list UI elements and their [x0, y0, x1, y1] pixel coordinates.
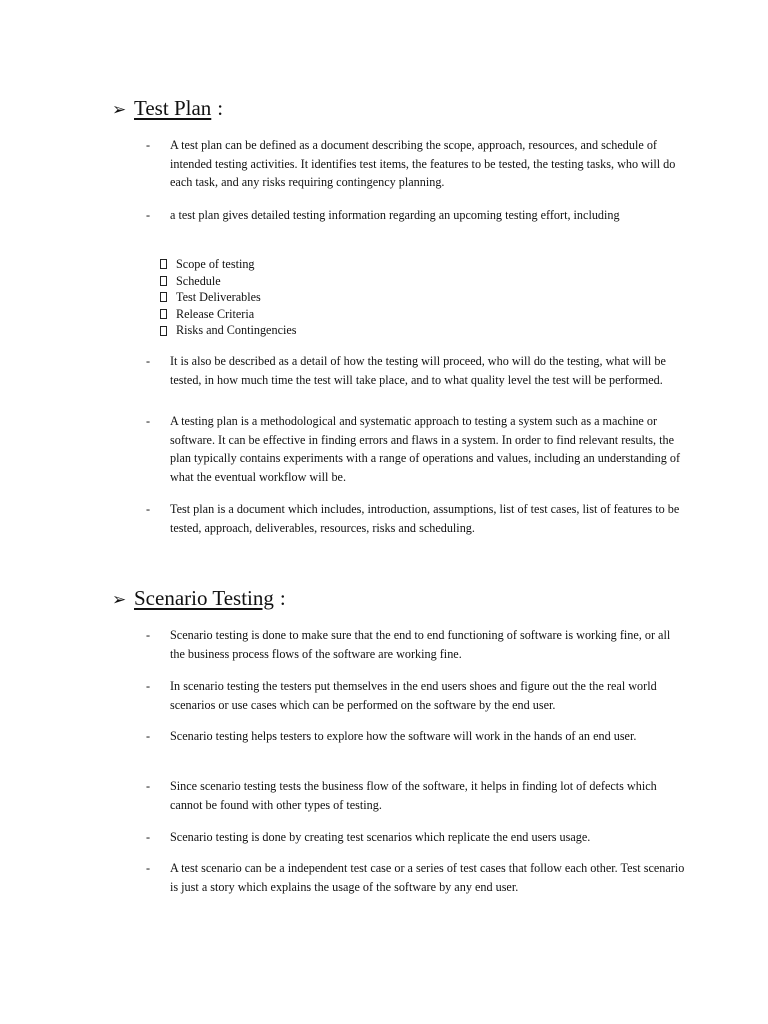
arrow-bullet-icon: ➢: [112, 590, 127, 610]
paragraph-item: [146, 859, 686, 896]
paragraph-item: [146, 352, 686, 389]
box-bullet-icon: [160, 259, 167, 269]
dash-bullet: -: [146, 628, 151, 642]
dash-bullet: -: [146, 679, 151, 693]
dash-bullet: -: [146, 502, 151, 516]
dash-bullet: -: [146, 729, 151, 743]
box-bullet-icon: [160, 326, 167, 336]
paragraph-text: In scenario testing the testers put themselves in the end users shoes and figure out the the real world scenarios or use cases which can be performed on the software by the end user.: [170, 679, 657, 712]
section-heading-test-plan: [112, 96, 223, 122]
box-bullet-icon: [160, 309, 167, 319]
section-colon: :: [217, 96, 224, 120]
paragraph-text: Scenario testing helps testers to explore how the software will work in the hands of an end user.: [170, 729, 637, 743]
dash-bullet: -: [146, 414, 151, 428]
dash-bullet: -: [146, 779, 151, 793]
paragraph-item: [146, 626, 686, 663]
dash-bullet: -: [146, 830, 151, 844]
dash-bullet: -: [146, 138, 151, 152]
section-heading-scenario-testing: [112, 586, 286, 612]
section-title: Scenario Testing: [134, 586, 274, 610]
sub-list-item: [160, 273, 560, 290]
dash-bullet: -: [146, 861, 151, 875]
paragraph-item: [146, 412, 686, 487]
sub-bullet-list: [160, 256, 560, 339]
paragraph-item: [146, 828, 686, 847]
paragraph-item: [146, 500, 686, 537]
paragraph-text: A test scenario can be a independent test case or a series of test cases that follow each other. Test scenario is just a story which explains the usage of the software by any end user.: [170, 861, 685, 894]
paragraph-text: A test plan can be defined as a document describing the scope, approach, resources, and schedule of intended testing activities. It identifies test items, the features to be tested, the testing tasks, who will do each task, and any risks requiring contingency planning.: [170, 138, 676, 190]
sub-list-item: [160, 289, 560, 306]
paragraph-text: Test plan is a document which includes, introduction, assumptions, list of test cases, list of features to be tested, approach, deliverables, resources, risks and scheduling.: [170, 502, 680, 535]
paragraph-item: [146, 206, 686, 225]
box-bullet-icon: [160, 276, 167, 286]
box-bullet-icon: [160, 292, 167, 302]
paragraph-text: Scenario testing is done by creating test scenarios which replicate the end users usage.: [170, 830, 591, 844]
section-title: Test Plan: [134, 96, 212, 120]
sub-list-item: [160, 306, 560, 323]
sub-list-item-text: Schedule: [176, 273, 221, 288]
sub-list-item-text: Scope of testing: [176, 257, 255, 271]
arrow-bullet-icon: ➢: [112, 100, 127, 120]
paragraph-item: [146, 677, 686, 714]
sub-list-item: [160, 256, 560, 273]
sub-list-item-text: Test Deliverables: [176, 290, 261, 305]
paragraph-item: [146, 136, 686, 192]
paragraph-text: a test plan gives detailed testing information regarding an upcoming testing effort, including: [170, 208, 620, 222]
paragraph-text: A testing plan is a methodological and systematic approach to testing a system such as a machine or software. It can be effective in finding errors and flaws in a system. In order to find relevant results, the plan typically contains experiments with a range of operations and values, including an understanding of what the eventual workflow will be.: [170, 414, 681, 485]
sub-list-item-text: Risks and Contingencies: [176, 323, 297, 338]
paragraph-text: It is also be described as a detail of how the testing will proceed, who will do the testing, what will be tested, in how much time the test will take place, and to what quality level the test will be performed.: [170, 354, 666, 387]
paragraph-item: [146, 777, 686, 814]
paragraph-text: Since scenario testing tests the business flow of the software, it helps in finding lot of defects which cannot be found with other types of testing.: [170, 779, 657, 812]
dash-bullet: -: [146, 208, 151, 222]
paragraph-text: Scenario testing is done to make sure that the end to end functioning of software is working fine, or all the business process flows of the software are working fine.: [170, 628, 671, 661]
dash-bullet: -: [146, 354, 151, 368]
paragraph-item: [146, 727, 686, 746]
section-colon: :: [279, 586, 286, 610]
sub-list-item-text: Release Criteria: [176, 306, 255, 321]
sub-list-item: [160, 322, 560, 339]
